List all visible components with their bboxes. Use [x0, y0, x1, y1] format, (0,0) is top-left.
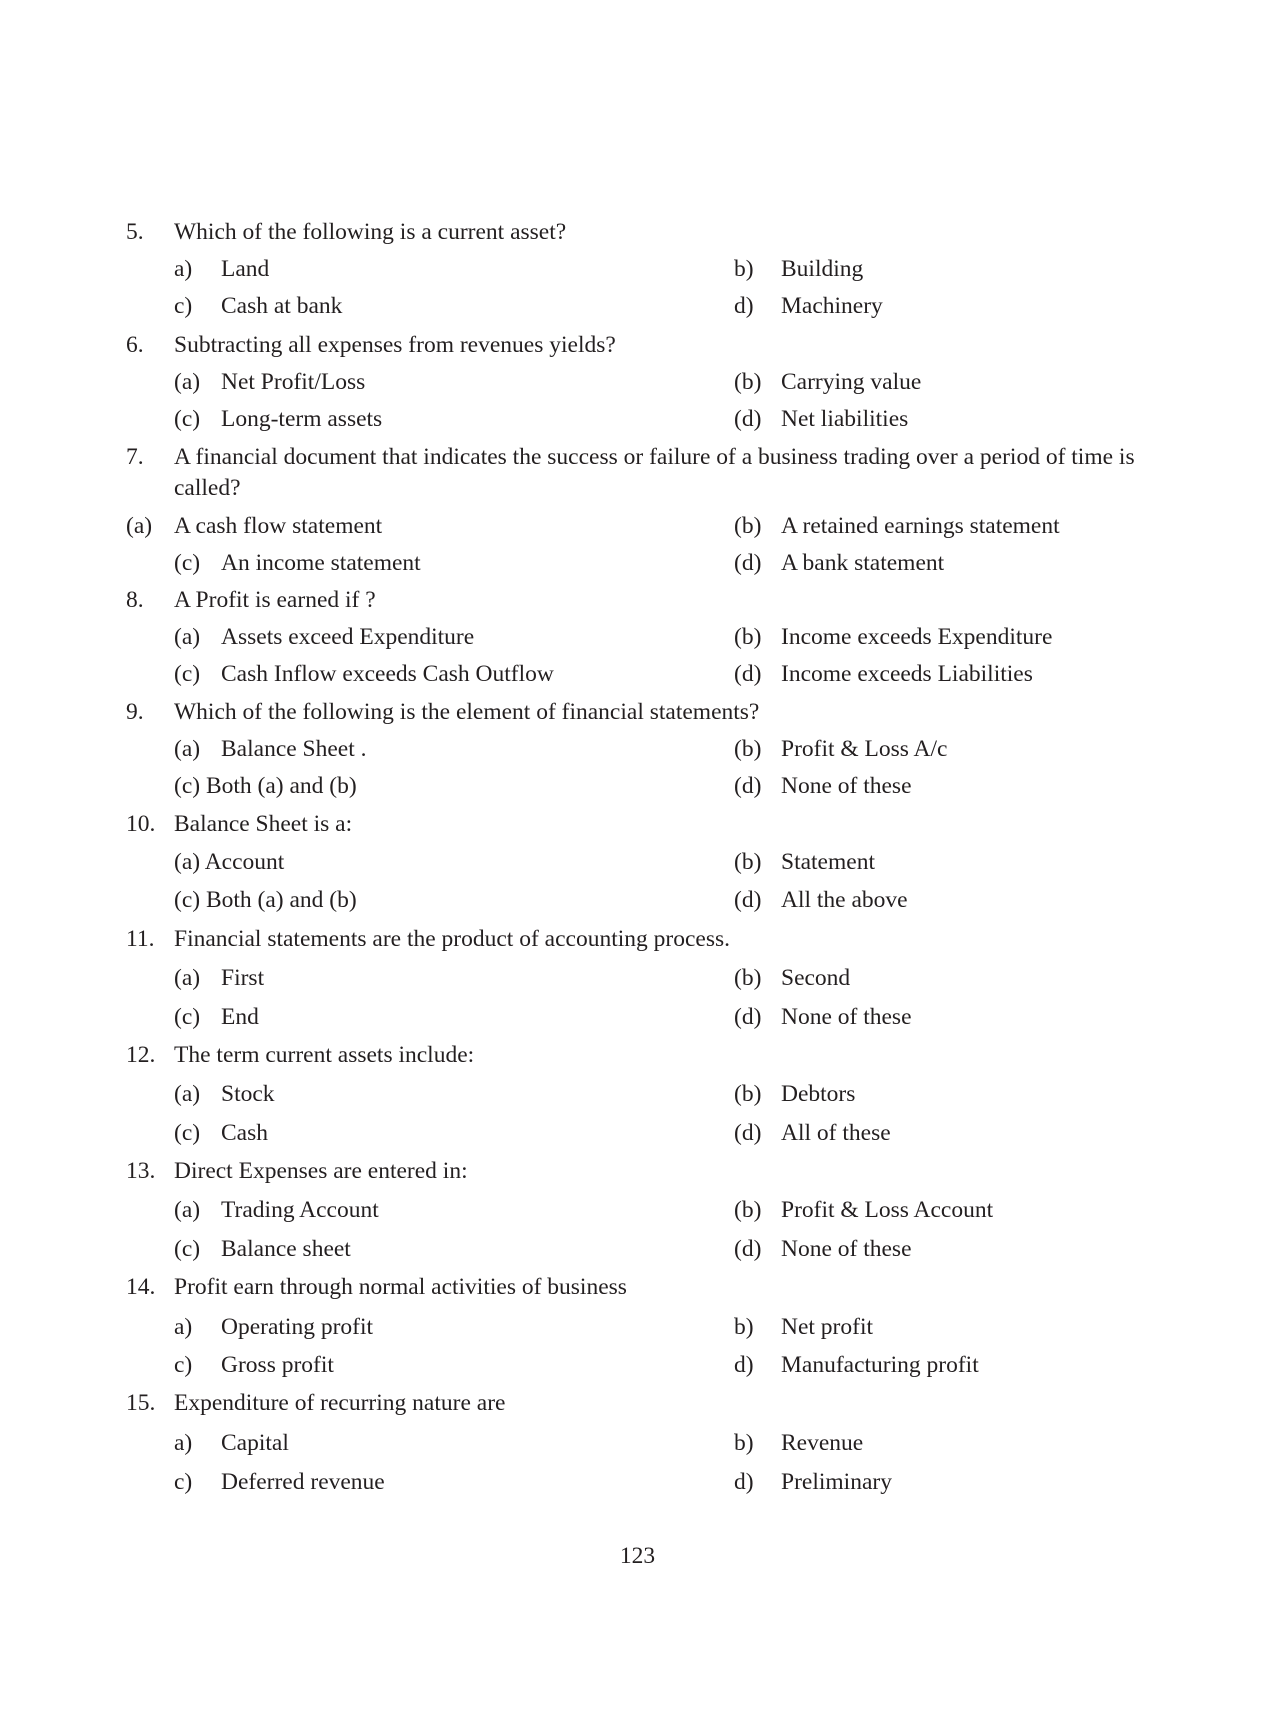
option-label: (b) — [734, 849, 762, 875]
option-text: Assets exceed Expenditure — [221, 624, 475, 650]
question-text: Balance Sheet is a: — [174, 811, 353, 837]
option-text: A retained earnings statement — [781, 513, 1060, 539]
question-text: Profit earn through normal activities of business — [174, 1274, 627, 1300]
option-text: Net liabilities — [781, 406, 909, 432]
option-text: All the above — [781, 887, 908, 913]
option-label: (d) — [734, 550, 762, 576]
question-number: 9. — [126, 699, 144, 725]
question-number: 14. — [126, 1274, 156, 1300]
option-label: (c) — [174, 1120, 201, 1146]
option-text: Manufacturing profit — [781, 1352, 979, 1378]
option-text: Revenue — [781, 1430, 864, 1456]
option-label: (c) — [174, 406, 201, 432]
option-label: d) — [734, 293, 754, 319]
option-text: An income statement — [221, 550, 421, 576]
option-text: Debtors — [781, 1081, 856, 1107]
option-label: (b) — [734, 965, 762, 991]
question-text: Expenditure of recurring nature are — [174, 1390, 506, 1416]
option-c — [174, 885, 357, 916]
option-label: (b) — [734, 369, 762, 395]
option-label: (a) — [174, 736, 201, 762]
option-label: c) — [174, 1469, 193, 1495]
question-number: 5. — [126, 219, 144, 245]
option-label: (d) — [734, 1120, 762, 1146]
question-number: 15. — [126, 1390, 156, 1416]
question-text: Subtracting all expenses from revenues yields? — [174, 332, 616, 358]
option-label: (c) — [174, 661, 201, 687]
option-label: (a) — [174, 1081, 201, 1107]
option-text: Balance Sheet . — [221, 736, 367, 762]
option-text: Operating profit — [221, 1314, 374, 1340]
question-text: A Profit is earned if ? — [174, 587, 376, 613]
option-text: Trading Account — [221, 1197, 379, 1223]
option-label: (d) — [734, 1236, 762, 1262]
option-label: b) — [734, 256, 754, 282]
option-label: (a) — [174, 369, 201, 395]
option-label: (c) — [174, 550, 201, 576]
option-text: Profit & Loss Account — [781, 1197, 994, 1223]
question-text: Financial statements are the product of accounting process. — [174, 926, 730, 952]
option-text: Preliminary — [781, 1469, 892, 1495]
question-number: 12. — [126, 1042, 156, 1068]
option-label: a) — [174, 1430, 193, 1456]
option-text: Net profit — [781, 1314, 874, 1340]
question-number: 6. — [126, 332, 144, 358]
option-label: (d) — [734, 661, 762, 687]
option-label: (b) — [734, 1081, 762, 1107]
option-label: (d) — [734, 773, 762, 799]
option-a — [174, 847, 284, 878]
option-label: d) — [734, 1352, 754, 1378]
option-text: Cash — [221, 1120, 268, 1146]
option-text: Cash at bank — [221, 293, 343, 319]
option-text: None of these — [781, 773, 912, 799]
option-text: Income exceeds Liabilities — [781, 661, 1033, 687]
option-text: Net Profit/Loss — [221, 369, 366, 395]
option-label: (a) — [126, 513, 153, 539]
option-label: d) — [734, 1469, 754, 1495]
option-label: (b) — [734, 513, 762, 539]
option-label: (d) — [734, 406, 762, 432]
option-text: None of these — [781, 1004, 912, 1030]
option-text: End — [221, 1004, 259, 1030]
question-number: 8. — [126, 587, 144, 613]
option-label: (c) — [174, 1236, 201, 1262]
option-text: Capital — [221, 1430, 289, 1456]
question-text: The term current assets include: — [174, 1042, 475, 1068]
option-text: Deferred revenue — [221, 1469, 385, 1495]
option-text: Stock — [221, 1081, 275, 1107]
option-label: a) — [174, 1314, 193, 1340]
option-text: Both (a) and (b) — [205, 773, 357, 799]
option-label: (b) — [734, 624, 762, 650]
question-number: 13. — [126, 1158, 156, 1184]
option-text: Gross profit — [221, 1352, 334, 1378]
option-label: c) — [174, 293, 193, 319]
option-label: (c) — [174, 887, 201, 913]
option-text: Income exceeds Expenditure — [781, 624, 1053, 650]
option-c — [174, 771, 357, 802]
option-label: c) — [174, 1352, 193, 1378]
page-number: 123 — [619, 1543, 656, 1569]
option-text: Account — [204, 849, 285, 875]
option-label: (b) — [734, 1197, 762, 1223]
question-text: Which of the following is a current asset? — [174, 219, 567, 245]
option-label: (a) — [174, 965, 201, 991]
option-text: Carrying value — [781, 369, 922, 395]
option-label: (a) — [174, 1197, 201, 1223]
question-text: Direct Expenses are entered in: — [174, 1158, 468, 1184]
question-text: A financial document that indicates the success or failure of a business trading over a period of time is called? — [174, 444, 1135, 501]
question-number: 10. — [126, 811, 156, 837]
question-text: Which of the following is the element of financial statements? — [174, 699, 760, 725]
option-text: Second — [781, 965, 851, 991]
option-text: First — [221, 965, 265, 991]
option-label: b) — [734, 1314, 754, 1340]
option-label: (d) — [734, 1004, 762, 1030]
option-label: (a) — [174, 849, 201, 875]
option-text: A cash flow statement — [174, 513, 383, 539]
question-number: 7. — [126, 444, 144, 470]
option-label: (c) — [174, 1004, 201, 1030]
option-text: A bank statement — [781, 550, 945, 576]
option-text: Long-term assets — [221, 406, 383, 432]
option-text: Profit & Loss A/c — [781, 736, 948, 762]
option-label: (a) — [174, 624, 201, 650]
option-label: (c) — [174, 773, 201, 799]
option-text: Land — [221, 256, 270, 282]
option-label: (d) — [734, 887, 762, 913]
option-text: None of these — [781, 1236, 912, 1262]
option-label: a) — [174, 256, 193, 282]
option-text: All of these — [781, 1120, 891, 1146]
option-label: (b) — [734, 736, 762, 762]
option-text: Cash Inflow exceeds Cash Outflow — [221, 661, 554, 687]
option-label: b) — [734, 1430, 754, 1456]
option-text: Statement — [781, 849, 875, 875]
question-number: 11. — [126, 926, 155, 952]
option-text: Building — [781, 256, 864, 282]
option-text: Balance sheet — [221, 1236, 351, 1262]
option-text: Machinery — [781, 293, 883, 319]
option-text: Both (a) and (b) — [205, 887, 357, 913]
